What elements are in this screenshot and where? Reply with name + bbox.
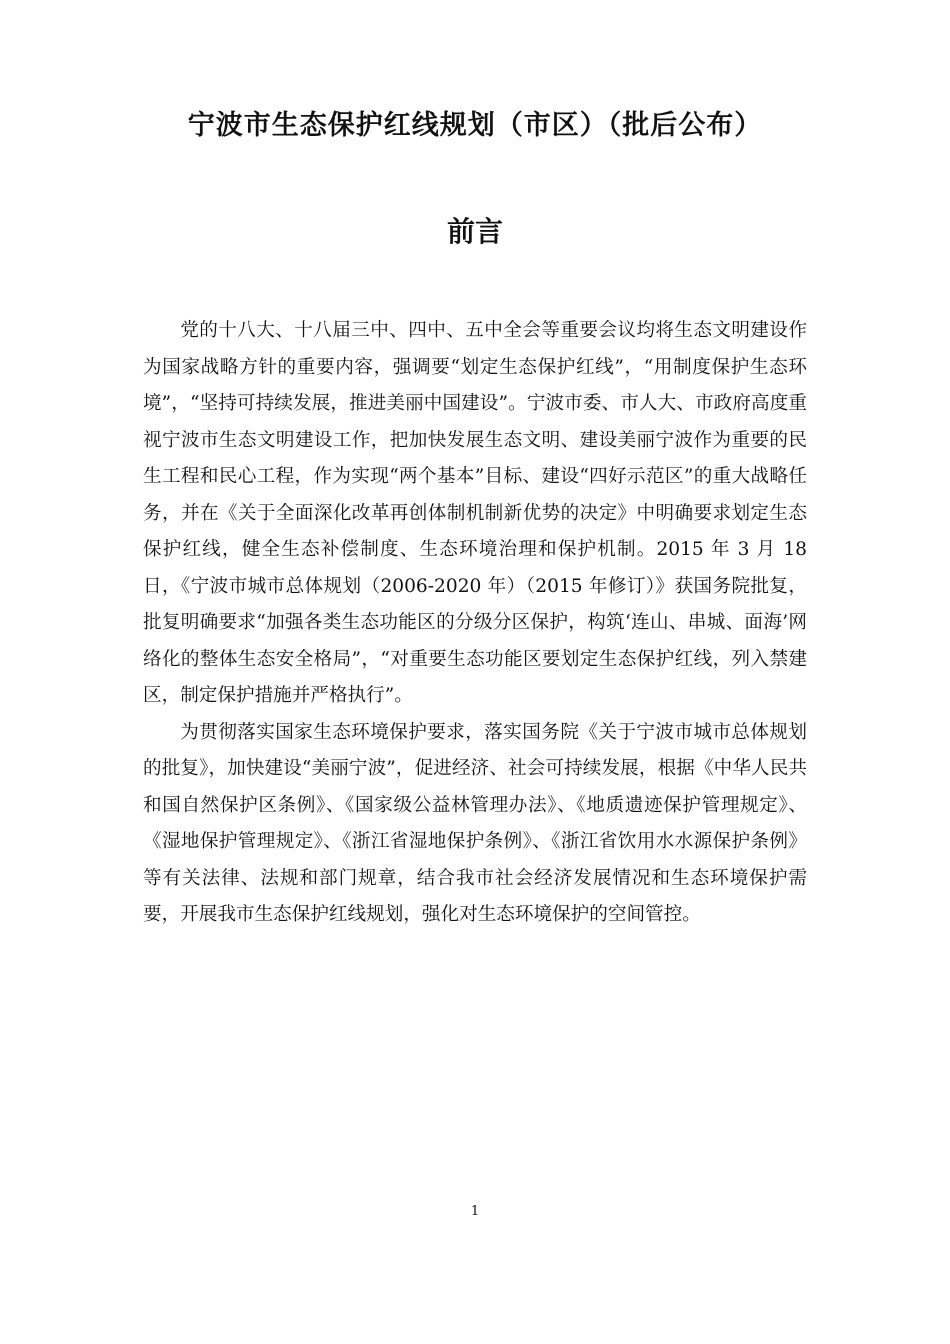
document-title: 宁波市生态保护红线规划（市区）（批后公布） xyxy=(187,110,763,141)
paragraph-2: 为贯彻落实国家生态环境保护要求，落实国务院《关于宁波市城市总体规划的批复》，加快建设“美丽宁波”，促进经济、社会可持续发展，根据《中华人民共和国自然保护区条例》、《国家级公益林管理办法》、《地质遗迹保护管理规定》、《湿地保护管理规定》、《浙江省湿地保护条例》、《浙江省饮用水水源保护条例》等有关法律、法规和部门规章，结合我市社会经济发展情况和生态环境保护需要，开展我市生态保护红线规划，强化对生态环境保护的空间管控。 xyxy=(143,721,807,925)
section-heading-preface: 前言 xyxy=(446,215,503,248)
body-text xyxy=(143,313,807,934)
paragraph-1: 党的十八大、十八届三中、四中、五中全会等重要会议均将生态文明建设作为国家战略方针的重要内容，强调要“划定生态保护红线”，“用制度保护生态环境”，“坚持可持续发展，推进美丽中国建设”。宁波市委、市人大、市政府高度重视宁波市生态文明建设工作，把加快发展生态文明、建设美丽宁波作为重要的民生工程和民心工程，作为实现“两个基本”目标、建设“四好示范区”的重大战略任务，并在《关于全面深化改革再创体制机制新优势的决定》中明确要求划定生态保护红线，健全生态补偿制度、生态环境治理和保护机制。2015 年 3 月 18 日，《宁波市城市总体规划（2006-2020 年）（2015 年修订）》获国务院批复，批复明确要求“加强各类生态功能区的分级分区保护，构筑‘连山、串城、面海’网络化的整体生态安全格局”，“对重要生态功能区要划定生态保护红线，列入禁建区，制定保护措施并严格执行”。 xyxy=(143,320,807,706)
page-number: 1 xyxy=(470,1204,480,1219)
